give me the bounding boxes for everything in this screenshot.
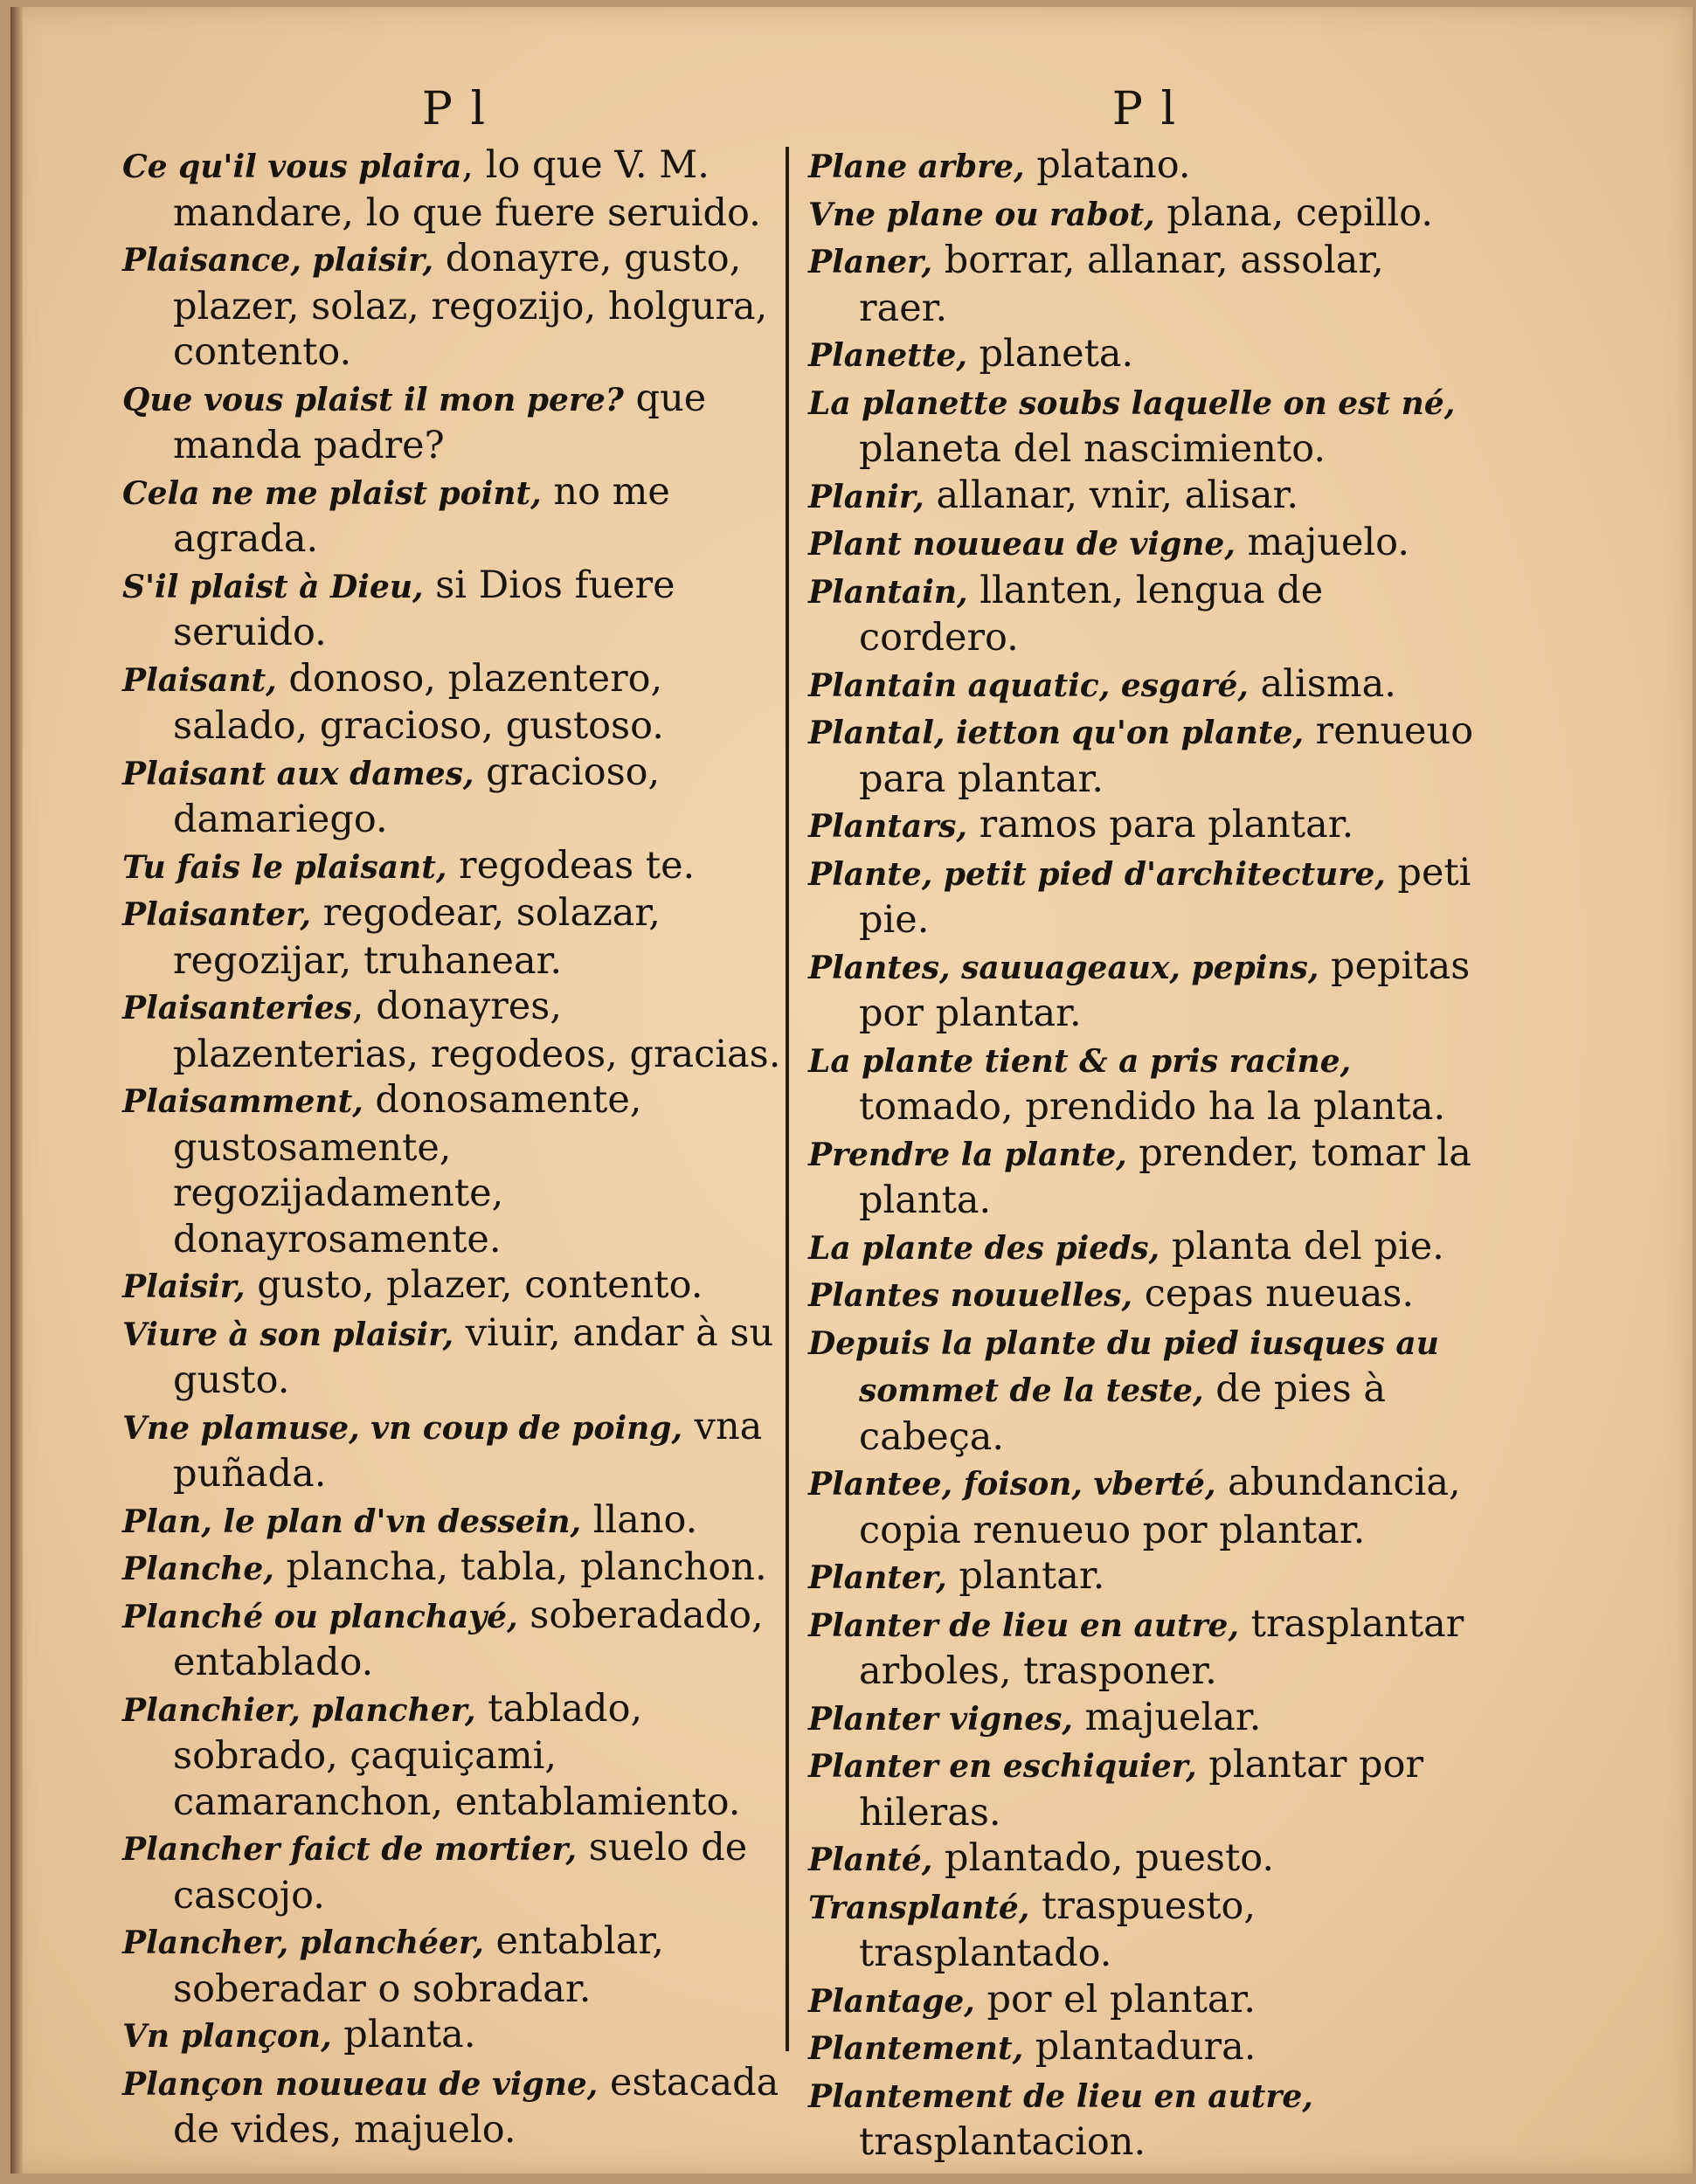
entry-headword: Planter, bbox=[808, 1559, 947, 1596]
entry-definition: pepitas por plantar. bbox=[859, 943, 1471, 1035]
dictionary-entry bbox=[122, 1545, 786, 1593]
entry-definition: no me agrada. bbox=[173, 469, 670, 561]
entry-definition: , lo que V. M. mandare, lo que fuere seruido. bbox=[173, 143, 761, 235]
dictionary-entry bbox=[122, 1825, 786, 1918]
entry-definition: si Dios fuere seruido. bbox=[173, 563, 675, 654]
entry-headword: Plantain, bbox=[808, 573, 968, 611]
entry-definition: estacada de vides, majuelo. bbox=[173, 2060, 779, 2152]
dictionary-entry bbox=[122, 890, 786, 984]
dictionary-entry bbox=[808, 1742, 1481, 1835]
dictionary-entry bbox=[808, 1695, 1481, 1743]
dictionary-entry bbox=[122, 984, 786, 1077]
entry-definition: borrar, allanar, assolar, raer. bbox=[859, 238, 1384, 330]
entry-definition: tablado, sobrado, çaquiçami, camaranchon, entablamiento. bbox=[173, 1686, 741, 1824]
entry-headword: Plantement, bbox=[808, 2030, 1024, 2067]
entry-definition: tomado, prendido ha la planta. bbox=[859, 1085, 1446, 1129]
entry-headword: Plantage, bbox=[808, 1982, 975, 2020]
dictionary-entry bbox=[808, 190, 1481, 238]
entry-definition: llano. bbox=[581, 1497, 698, 1542]
entry-definition: ramos para plantar. bbox=[966, 803, 1354, 847]
dictionary-entry bbox=[122, 1497, 786, 1545]
dictionary-entry bbox=[808, 1460, 1481, 1553]
entry-headword: S'il plaist à Dieu, bbox=[122, 568, 424, 605]
entry-headword: Plantain aquatic, esgaré, bbox=[808, 667, 1249, 704]
page-spine-shadow bbox=[10, 7, 23, 2174]
entry-headword: Planchier, plancher, bbox=[122, 1691, 476, 1729]
entry-definition: plantar por hileras. bbox=[859, 1743, 1424, 1835]
dictionary-entry bbox=[122, 1686, 786, 1826]
dictionary-entry bbox=[808, 1224, 1481, 1272]
dictionary-entry bbox=[808, 568, 1481, 661]
entry-headword: Plaisant, bbox=[122, 661, 277, 699]
entry-definition: entablar, soberadar o sobradar. bbox=[173, 1919, 664, 2011]
entry-headword: Viure à son plaisir, bbox=[122, 1316, 454, 1353]
entry-headword: Plantee, foison, vberté, bbox=[808, 1466, 1216, 1503]
entry-headword: Plane arbre, bbox=[808, 149, 1025, 185]
left-entry-list bbox=[122, 142, 786, 2153]
dictionary-entry bbox=[808, 379, 1481, 473]
entry-headword: Planer, bbox=[808, 244, 933, 280]
entry-headword: Plan, le plan d'vn dessein, bbox=[122, 1503, 582, 1540]
entry-definition: majuelar. bbox=[1072, 1695, 1262, 1739]
entry-headword: Plante, petit pied d'architecture, bbox=[808, 855, 1386, 893]
entry-definition: , donayres, plazenterias, regodeos, gracias. bbox=[173, 985, 781, 1076]
entry-definition: donayre, gusto, plazer, solaz, regozijo, holgura, contento. bbox=[173, 237, 768, 374]
entry-headword: Planter en eschiquier, bbox=[808, 1748, 1197, 1785]
entry-headword: La planette soubs laquelle on est né, bbox=[808, 384, 1456, 422]
dictionary-entry bbox=[122, 1593, 786, 1686]
entry-definition: regodeas te. bbox=[446, 843, 696, 888]
entry-definition: gusto, plazer, contento. bbox=[245, 1263, 703, 1307]
entry-headword: Plantes nouuelles, bbox=[808, 1277, 1133, 1314]
entry-definition: platano. bbox=[1024, 143, 1191, 187]
entry-definition: gracioso, damariego. bbox=[173, 750, 661, 841]
entry-headword: Cela ne me plaist point, bbox=[122, 474, 542, 512]
entry-definition: planeta del nascimiento. bbox=[859, 427, 1326, 471]
entry-headword: La plante des pieds, bbox=[808, 1229, 1160, 1267]
entry-headword: Planche, bbox=[122, 1551, 274, 1587]
entry-headword: Prendre la plante, bbox=[808, 1136, 1127, 1173]
entry-definition: viuir, andar à su gusto. bbox=[173, 1310, 774, 1402]
entry-headword: Que vous plaist il mon pere? bbox=[122, 381, 624, 418]
right-entry-list bbox=[808, 142, 1481, 2166]
entry-definition: plantado, puesto. bbox=[932, 1836, 1275, 1880]
entry-headword: Plançon nouueau de vigne, bbox=[122, 2065, 599, 2103]
entry-definition: planta. bbox=[331, 2013, 476, 2056]
dictionary-entry bbox=[808, 1271, 1481, 1319]
dictionary-entry bbox=[122, 750, 786, 843]
entry-headword: Plancher faict de mortier, bbox=[122, 1831, 578, 1868]
dictionary-entry bbox=[808, 473, 1481, 521]
entry-headword: Plancher, planchéer, bbox=[122, 1925, 484, 1961]
right-column-header: P l bbox=[1111, 83, 1178, 135]
entry-definition: donoso, plazentero, salado, gracioso, gustoso. bbox=[173, 656, 664, 748]
entry-headword: Depuis la plante du pied iusques au sommet de la teste, bbox=[808, 1324, 1439, 1409]
entry-definition: allanar, vnir, alisar. bbox=[924, 473, 1299, 517]
dictionary-entry bbox=[808, 238, 1481, 331]
dictionary-entry bbox=[808, 1130, 1481, 1224]
left-column bbox=[122, 81, 786, 2153]
dictionary-page bbox=[10, 7, 1693, 2174]
entry-definition: planta del pie. bbox=[1160, 1224, 1444, 1268]
entry-headword: Plantal, ietton qu'on plante, bbox=[808, 715, 1304, 751]
dictionary-entry bbox=[808, 2024, 1481, 2072]
entry-headword: Plantement de lieu en autre, bbox=[808, 2077, 1313, 2115]
entry-headword: Planter vignes, bbox=[808, 1700, 1073, 1738]
entry-headword: Vne plane ou rabot, bbox=[808, 196, 1155, 233]
dictionary-entry bbox=[808, 2072, 1481, 2166]
entry-headword: Planir, bbox=[808, 478, 924, 515]
entry-headword: Plaisir, bbox=[122, 1268, 246, 1305]
entry-headword: Planté, bbox=[808, 1842, 933, 1878]
dictionary-entry bbox=[122, 142, 786, 236]
entry-headword: Plant nouueau de vigne, bbox=[808, 526, 1236, 563]
dictionary-entry bbox=[122, 1077, 786, 1262]
entry-definition: majuelo. bbox=[1235, 521, 1409, 564]
dictionary-entry bbox=[122, 563, 786, 656]
entry-definition: trasplantacion. bbox=[859, 2120, 1146, 2164]
entry-headword: Plaisanter, bbox=[122, 896, 311, 933]
entry-definition: donosamente, gustosamente, regozijadamente, donayrosamente. bbox=[173, 1078, 642, 1261]
entry-headword: Planette, bbox=[808, 337, 967, 374]
entry-headword: Plantars, bbox=[808, 808, 967, 845]
entry-definition: plana, cepillo. bbox=[1154, 190, 1434, 235]
dictionary-entry bbox=[808, 1883, 1481, 1977]
entry-definition: cepas nueuas. bbox=[1132, 1272, 1415, 1316]
dictionary-entry bbox=[808, 708, 1481, 802]
dictionary-entry bbox=[808, 520, 1481, 568]
dictionary-entry bbox=[122, 376, 786, 469]
dictionary-entry bbox=[808, 1553, 1481, 1601]
entry-definition: plantadura. bbox=[1023, 2025, 1256, 2069]
right-column bbox=[808, 81, 1481, 2166]
entry-headword: Planter de lieu en autre, bbox=[808, 1607, 1239, 1644]
entry-headword: Vn plançon, bbox=[122, 2018, 332, 2055]
entry-headword: La plante tient & a pris racine, bbox=[808, 1042, 1352, 1080]
dictionary-entry bbox=[808, 1977, 1481, 2025]
entry-definition: plancha, tabla, planchon. bbox=[273, 1545, 767, 1589]
entry-definition: plantar. bbox=[946, 1554, 1105, 1598]
dictionary-entry bbox=[808, 943, 1481, 1037]
entry-headword: Plaisanteries bbox=[122, 990, 352, 1026]
entry-definition: llanten, lengua de cordero. bbox=[859, 568, 1324, 660]
dictionary-entry bbox=[122, 1918, 786, 2012]
entry-headword: Plaisance, plaisir, bbox=[122, 242, 434, 279]
entry-definition: que manda padre? bbox=[173, 376, 707, 467]
column-divider bbox=[786, 147, 789, 2051]
entry-headword: Plaisant aux dames, bbox=[122, 755, 474, 792]
entry-definition: vna puñada. bbox=[173, 1404, 763, 1496]
dictionary-entry bbox=[808, 802, 1481, 850]
entry-definition: renueuo para plantar. bbox=[859, 709, 1474, 801]
entry-definition: peti pie. bbox=[859, 850, 1471, 942]
entry-headword: Planché ou planchayé, bbox=[122, 1598, 518, 1635]
dictionary-entry bbox=[808, 1319, 1481, 1461]
entry-definition: prender, tomar la planta. bbox=[859, 1130, 1471, 1222]
dictionary-entry bbox=[122, 2012, 786, 2060]
entry-definition: por el plantar. bbox=[974, 1977, 1256, 2022]
entry-definition: abundancia, copia renueuo por plantar. bbox=[859, 1461, 1461, 1552]
dictionary-entry bbox=[122, 236, 786, 376]
dictionary-entry bbox=[122, 2060, 786, 2153]
entry-definition: alisma. bbox=[1248, 661, 1396, 706]
left-column-header: P l bbox=[421, 83, 488, 135]
dictionary-entry bbox=[808, 331, 1481, 379]
dictionary-entry bbox=[122, 843, 786, 891]
dictionary-entry bbox=[122, 656, 786, 750]
dictionary-entry bbox=[808, 661, 1481, 709]
entry-definition: traspuesto, trasplantado. bbox=[859, 1883, 1256, 1975]
dictionary-entry bbox=[122, 1404, 786, 1497]
dictionary-entry bbox=[808, 1601, 1481, 1695]
entry-definition: de pies à cabeça. bbox=[859, 1367, 1386, 1459]
entry-definition: regodear, solazar, regozijar, truhanear. bbox=[173, 891, 661, 983]
entry-headword: Plantes, sauuageaux, pepins, bbox=[808, 949, 1319, 986]
entry-headword: Transplanté, bbox=[808, 1889, 1030, 1926]
entry-definition: planeta. bbox=[966, 332, 1134, 376]
entry-headword: Vne plamuse, vn coup de poing, bbox=[122, 1409, 683, 1447]
dictionary-entry bbox=[808, 142, 1481, 190]
entry-headword: Ce qu'il vous plaira bbox=[122, 149, 462, 185]
entry-headword: Tu fais le plaisant, bbox=[122, 848, 447, 886]
entry-definition: trasplantar arboles, trasponer. bbox=[859, 1601, 1464, 1693]
entry-definition: soberadado, entablado. bbox=[173, 1593, 764, 1684]
entry-definition: suelo de cascojo. bbox=[173, 1826, 748, 1918]
dictionary-entry bbox=[808, 1835, 1481, 1883]
dictionary-entry bbox=[122, 1262, 786, 1310]
dictionary-entry bbox=[122, 469, 786, 563]
dictionary-entry bbox=[122, 1310, 786, 1404]
dictionary-entry bbox=[808, 1037, 1481, 1130]
entry-headword: Plaisamment, bbox=[122, 1083, 363, 1120]
dictionary-entry bbox=[808, 850, 1481, 943]
